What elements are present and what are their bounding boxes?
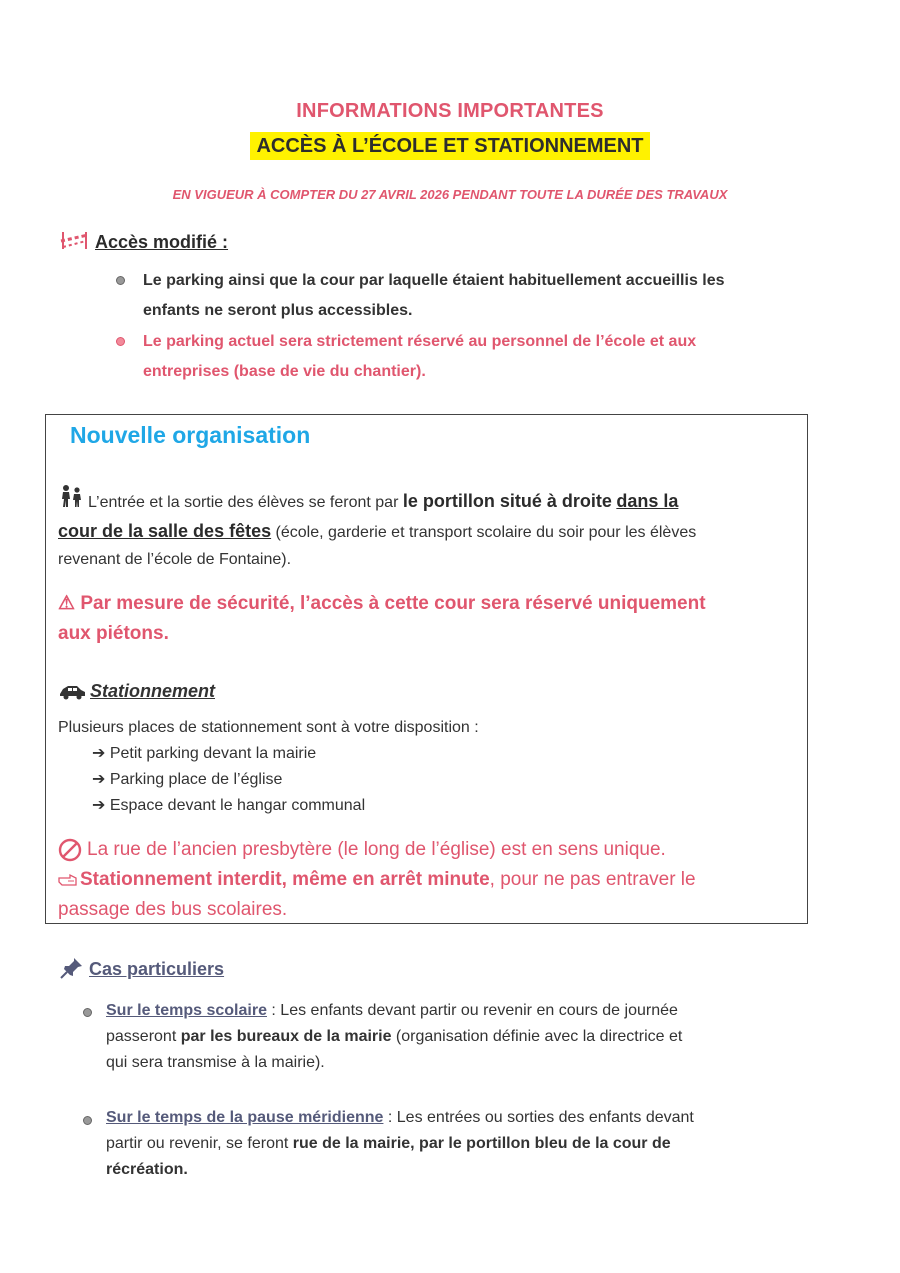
arrow-icon: ➔ <box>92 797 106 814</box>
arrow-icon: ➔ <box>92 771 106 788</box>
subtitle: EN VIGUEUR À COMPTER DU 27 AVRIL 2026 PENDANT TOUTE LA DURÉE DES TRAVAUX <box>172 187 728 202</box>
warning-icon: ⚠ <box>58 593 76 614</box>
parking-forbidden-notice: Stationnement interdit, même en arrêt minute, pour ne pas entraver le passage des bus scolaires. <box>58 865 803 925</box>
parking-item: ➔ Espace devant le hangar communal <box>92 797 366 814</box>
car-icon <box>58 684 86 705</box>
entry-paragraph: L’entrée et la sortie des élèves se feront par le portillon situé à droite dans la cour de la salle des fêtes (école, garderie et transport scolaire du soir pour les élèves revenant de l’école de Fontaine). <box>58 491 697 568</box>
barrier-icon <box>60 229 90 256</box>
forbidden-icon <box>58 838 82 867</box>
parking-item: ➔ Parking place de l’église <box>92 771 283 788</box>
section-heading-cas: Cas particuliers <box>89 959 225 979</box>
case-item-1: Sur le temps scolaire : Les enfants devant partir ou revenir en cours de journée passeront par les bureaux de la mairie (organisation définie avec la directrice et qui sera transmise à la mairie). <box>106 1002 683 1071</box>
arrow-icon: ➔ <box>92 745 106 762</box>
bullet-dot <box>116 276 125 285</box>
acces-item-2: Le parking actuel sera strictement réservé au personnel de l’école et aux entreprises (base de vie du chantier). <box>143 333 697 380</box>
bullet-dot <box>116 337 125 346</box>
pushpin-icon <box>60 957 84 984</box>
stationnement-intro: Plusieurs places de stationnement sont à votre disposition : <box>58 719 479 736</box>
one-way-notice: La rue de l’ancien presbytère (le long de l’église) est en sens unique. <box>87 839 666 860</box>
security-warning: ⚠ Par mesure de sécurité, l’accès à cette cour sera réservé uniquement aux piétons. <box>58 593 706 644</box>
highlighted-title-text: ACCÈS À L’ÉCOLE ET STATIONNEMENT <box>250 132 649 160</box>
page-title: INFORMATIONS IMPORTANTES <box>296 100 604 122</box>
bullet-dot <box>83 1116 92 1125</box>
acces-item-1: Le parking ainsi que la cour par laquelle étaient habituellement accueillis les enfants ne seront plus accessibles. <box>143 272 725 319</box>
organisation-title: Nouvelle organisation <box>70 422 311 448</box>
section-heading-acces: Accès modifié : <box>95 232 229 252</box>
highlighted-title <box>0 135 900 158</box>
parking-item: ➔ Petit parking devant la mairie <box>92 745 317 762</box>
stationnement-heading: Stationnement <box>90 681 216 701</box>
bullet-dot <box>83 1008 92 1017</box>
pointing-hand-icon <box>58 865 80 895</box>
case-item-2: Sur le temps de la pause méridienne : Les entrées ou sorties des enfants devant partir ou revenir, se feront rue de la mairie, par le portillon bleu de la cour de récréation. <box>106 1109 694 1178</box>
